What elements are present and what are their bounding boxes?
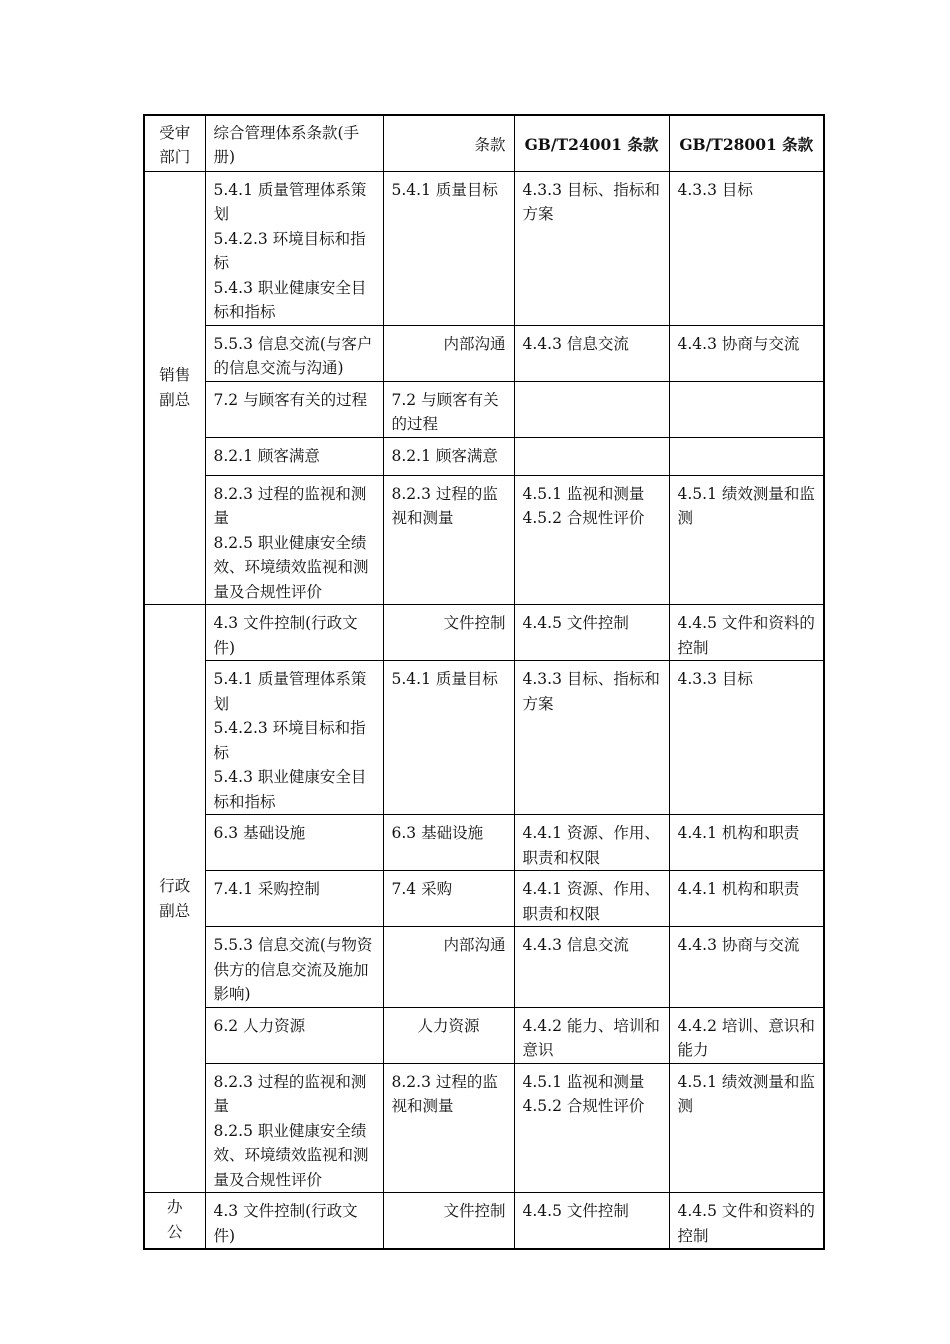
table-row [144,475,824,605]
table-row [144,815,824,871]
manual-clause-cell: 4.3 文件控制(行政文件) [205,1193,383,1250]
gbt28001-cell: 4.4.1 机构和职责 [669,815,824,871]
table-row [144,605,824,661]
clause-cell: 文件控制 [383,605,514,661]
gbt24001-cell: 4.3.3 目标、指标和方案 [514,171,669,325]
table-row [144,381,824,437]
gbt28001-cell: 4.4.5 文件和资料的控制 [669,1193,824,1250]
table-row [144,1007,824,1063]
gbt28001-cell [669,381,824,437]
clause-cell: 7.2 与顾客有关的过程 [383,381,514,437]
gbt28001-cell: 4.5.1 绩效测量和监测 [669,475,824,605]
gbt24001-cell: 4.3.3 目标、指标和方案 [514,661,669,815]
gbt28001-cell: 4.4.3 协商与交流 [669,325,824,381]
table-row [144,871,824,927]
manual-clause-cell: 7.4.1 采购控制 [205,871,383,927]
manual-clause-cell: 8.2.3 过程的监视和测量 8.2.5 职业健康安全绩效、环境绩效监视和测量及合规性评价 [205,475,383,605]
clause-cell: 8.2.3 过程的监视和测量 [383,1063,514,1193]
clause-cell: 5.4.1 质量目标 [383,661,514,815]
gbt24001-cell: 4.5.1 监视和测量 4.5.2 合规性评价 [514,1063,669,1193]
manual-clause-cell: 5.4.1 质量管理体系策划 5.4.2.3 环境目标和指标 5.4.3 职业健康安全目标和指标 [205,171,383,325]
gbt24001-cell: 4.4.1 资源、作用、职责和权限 [514,871,669,927]
manual-clause-cell: 5.5.3 信息交流(与客户的信息交流与沟通) [205,325,383,381]
clause-cell: 8.2.1 顾客满意 [383,437,514,475]
gbt24001-cell: 4.4.3 信息交流 [514,325,669,381]
gbt28001-cell: 4.3.3 目标 [669,171,824,325]
header-clause: 条款 [383,115,514,171]
gbt24001-cell: 4.4.3 信息交流 [514,927,669,1008]
dept-sales: 销售 副总 [144,171,205,605]
clause-cell: 6.3 基础设施 [383,815,514,871]
gbt28001-cell: 4.4.1 机构和职责 [669,871,824,927]
gbt24001-cell: 4.5.1 监视和测量 4.5.2 合规性评价 [514,475,669,605]
clause-cell: 8.2.3 过程的监视和测量 [383,475,514,605]
clause-cell: 5.4.1 质量目标 [383,171,514,325]
gbt24001-cell: 4.4.5 文件控制 [514,1193,669,1250]
gbt28001-cell: 4.3.3 目标 [669,661,824,815]
gbt28001-cell: 4.5.1 绩效测量和监测 [669,1063,824,1193]
gbt24001-cell [514,437,669,475]
clause-cell: 人力资源 [383,1007,514,1063]
manual-clause-cell: 6.2 人力资源 [205,1007,383,1063]
manual-clause-cell: 4.3 文件控制(行政文件) [205,605,383,661]
gbt24001-cell: 4.4.5 文件控制 [514,605,669,661]
clause-cell: 内部沟通 [383,325,514,381]
gbt24001-cell: 4.4.2 能力、培训和意识 [514,1007,669,1063]
manual-clause-cell: 5.4.1 质量管理体系策划 5.4.2.3 环境目标和指标 5.4.3 职业健康安全目标和指标 [205,661,383,815]
table-row [144,927,824,1008]
clause-cell: 文件控制 [383,1193,514,1250]
header-gbt24001: GB/T24001 条款 [514,115,669,171]
table-row [144,1063,824,1193]
manual-clause-cell: 8.2.1 顾客满意 [205,437,383,475]
header-dept: 受审 部门 [144,115,205,171]
gbt28001-cell: 4.4.3 协商与交流 [669,927,824,1008]
gbt24001-cell: 4.4.1 资源、作用、职责和权限 [514,815,669,871]
audit-clause-table [143,114,825,1250]
header-row [144,115,824,171]
manual-clause-cell: 6.3 基础设施 [205,815,383,871]
table-row [144,437,824,475]
table-row [144,1193,824,1250]
gbt28001-cell [669,437,824,475]
manual-clause-cell: 7.2 与顾客有关的过程 [205,381,383,437]
table-row [144,171,824,325]
header-gbt28001: GB/T28001 条款 [669,115,824,171]
clause-cell: 7.4 采购 [383,871,514,927]
manual-clause-cell: 5.5.3 信息交流(与物资供方的信息交流及施加影响) [205,927,383,1008]
table-row [144,325,824,381]
header-manual-clause: 综合管理体系条款(手 册) [205,115,383,171]
clause-cell: 内部沟通 [383,927,514,1008]
gbt24001-cell [514,381,669,437]
dept-office: 办 公 [144,1193,205,1250]
gbt28001-cell: 4.4.5 文件和资料的控制 [669,605,824,661]
gbt28001-cell: 4.4.2 培训、意识和能力 [669,1007,824,1063]
dept-admin: 行政 副总 [144,605,205,1193]
table-row [144,661,824,815]
manual-clause-cell: 8.2.3 过程的监视和测量 8.2.5 职业健康安全绩效、环境绩效监视和测量及合规性评价 [205,1063,383,1193]
